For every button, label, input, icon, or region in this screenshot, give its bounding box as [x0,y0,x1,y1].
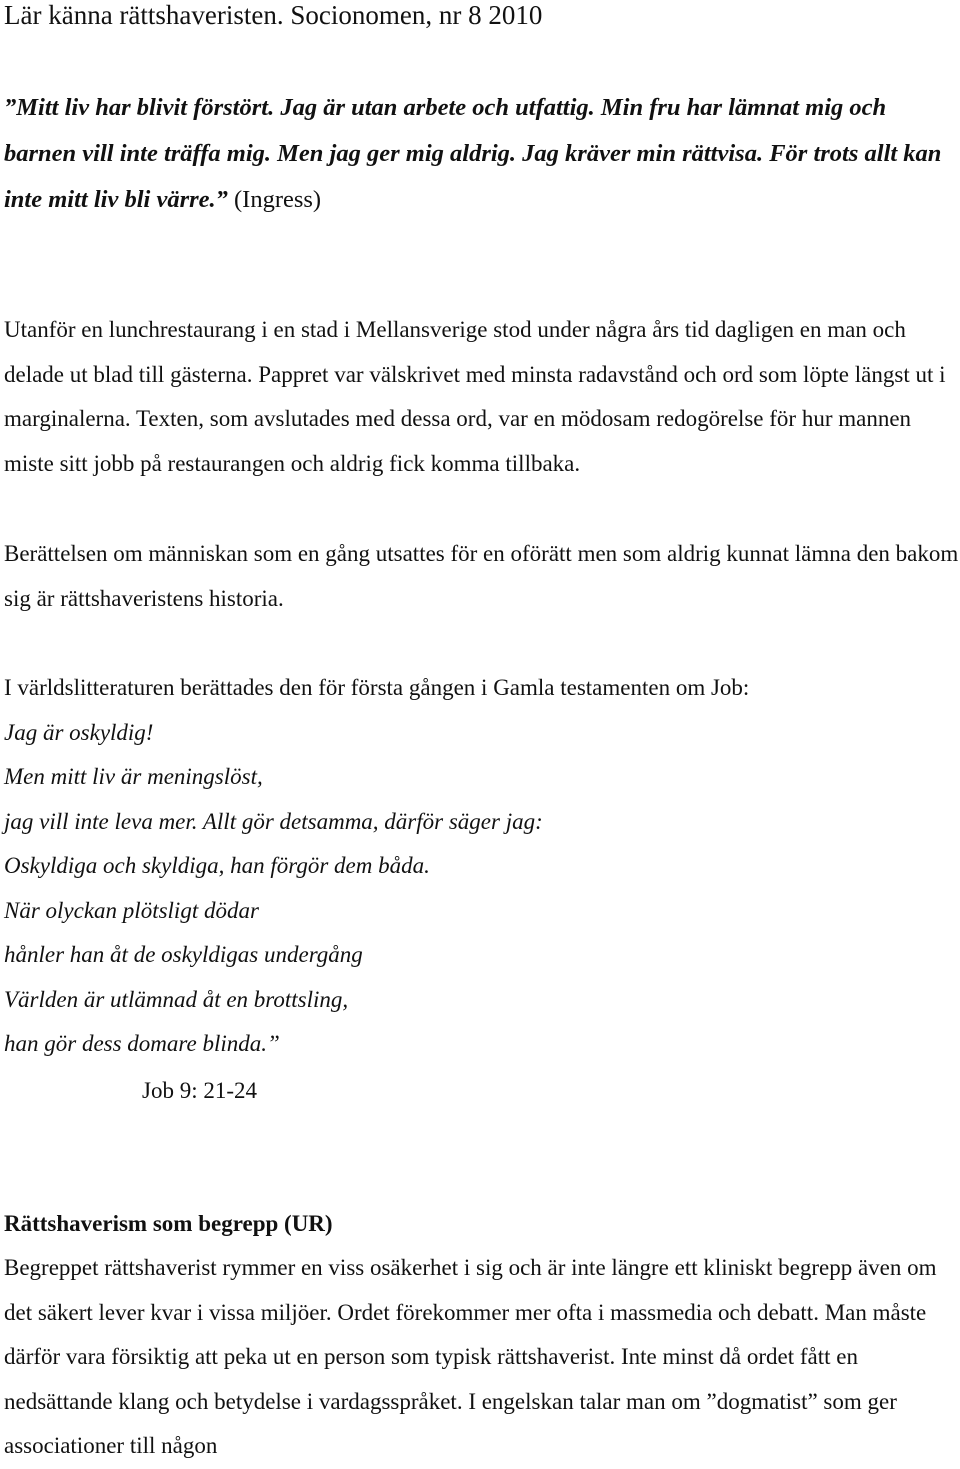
ingress-quote: ”Mitt liv har blivit förstört. Jag är utan arbete och utfattig. Min fru har lämnat mig och barnen vill inte träffa mig. Men jag ger mig aldrig. Jag kräver min rättvisa. För trots allt kan inte mitt liv bli värre.” [4,94,942,213]
verse-line: Men mitt liv är meningslöst, [4,764,263,789]
verse-line: När olyckan plötsligt dödar [4,897,259,923]
section-heading: Rättshaverism som begrepp (UR) [4,1211,333,1236]
ingress [4,85,956,223]
paragraph-3: I världslitteraturen berättades den för första gången i Gamla testamenten om Job: [4,675,750,700]
verse-line: Jag är oskyldig! [4,719,154,745]
verse-line: Oskyldiga och skyldiga, han förgör dem båda. [4,853,430,878]
job-quote-block [4,666,960,1067]
verse-line: hånler han åt de oskyldigas undergång [4,942,363,967]
paragraph-4: Begreppet rättshaverist rymmer en viss osäkerhet i sig och är inte längre ett kliniskt begrepp även om det säkert lever kvar i vissa miljöer. Ordet förekommer mer ofta i massmedia och debatt. Man måste därför vara försiktig att peka ut en person som typisk rättshaverist. Inte minst då ordet fått en nedsättande klang och betydelse i vardagsspråket. I engelskan talar man om ”dogmatist” som ger associationer till någon [4,1255,937,1458]
document-title: Lär känna rättshaveristen. Socionomen, nr 8 2010 [4,0,543,30]
ingress-label: (Ingress) [234,186,322,213]
verse-line: han gör dess domare blinda.” [4,1031,280,1056]
paragraph-1: Utanför en lunchrestaurang i en stad i Mellansverige stod under några års tid dagligen en man och delade ut blad till gästerna. Pappret var välskrivet med minsta radavstånd och ord som löpte längst ut i marginalerna. Texten, som avslutades med dessa ord, var en mödosam redogörelse för hur mannen miste sitt jobb på restaurangen och aldrig fick komma tillbaka. [4,317,946,476]
verse-reference: Job 9: 21-24 [142,1078,257,1103]
verse-line: Världen är utlämnad åt en brottsling, [4,986,349,1012]
verse-line: jag vill inte leva mer. Allt gör detsamma, därför säger jag: [4,808,543,834]
paragraph-2: Berättelsen om människan som en gång utsattes för en oförätt men som aldrig kunnat lämna den bakom sig är rättshaveristens historia. [4,541,959,611]
